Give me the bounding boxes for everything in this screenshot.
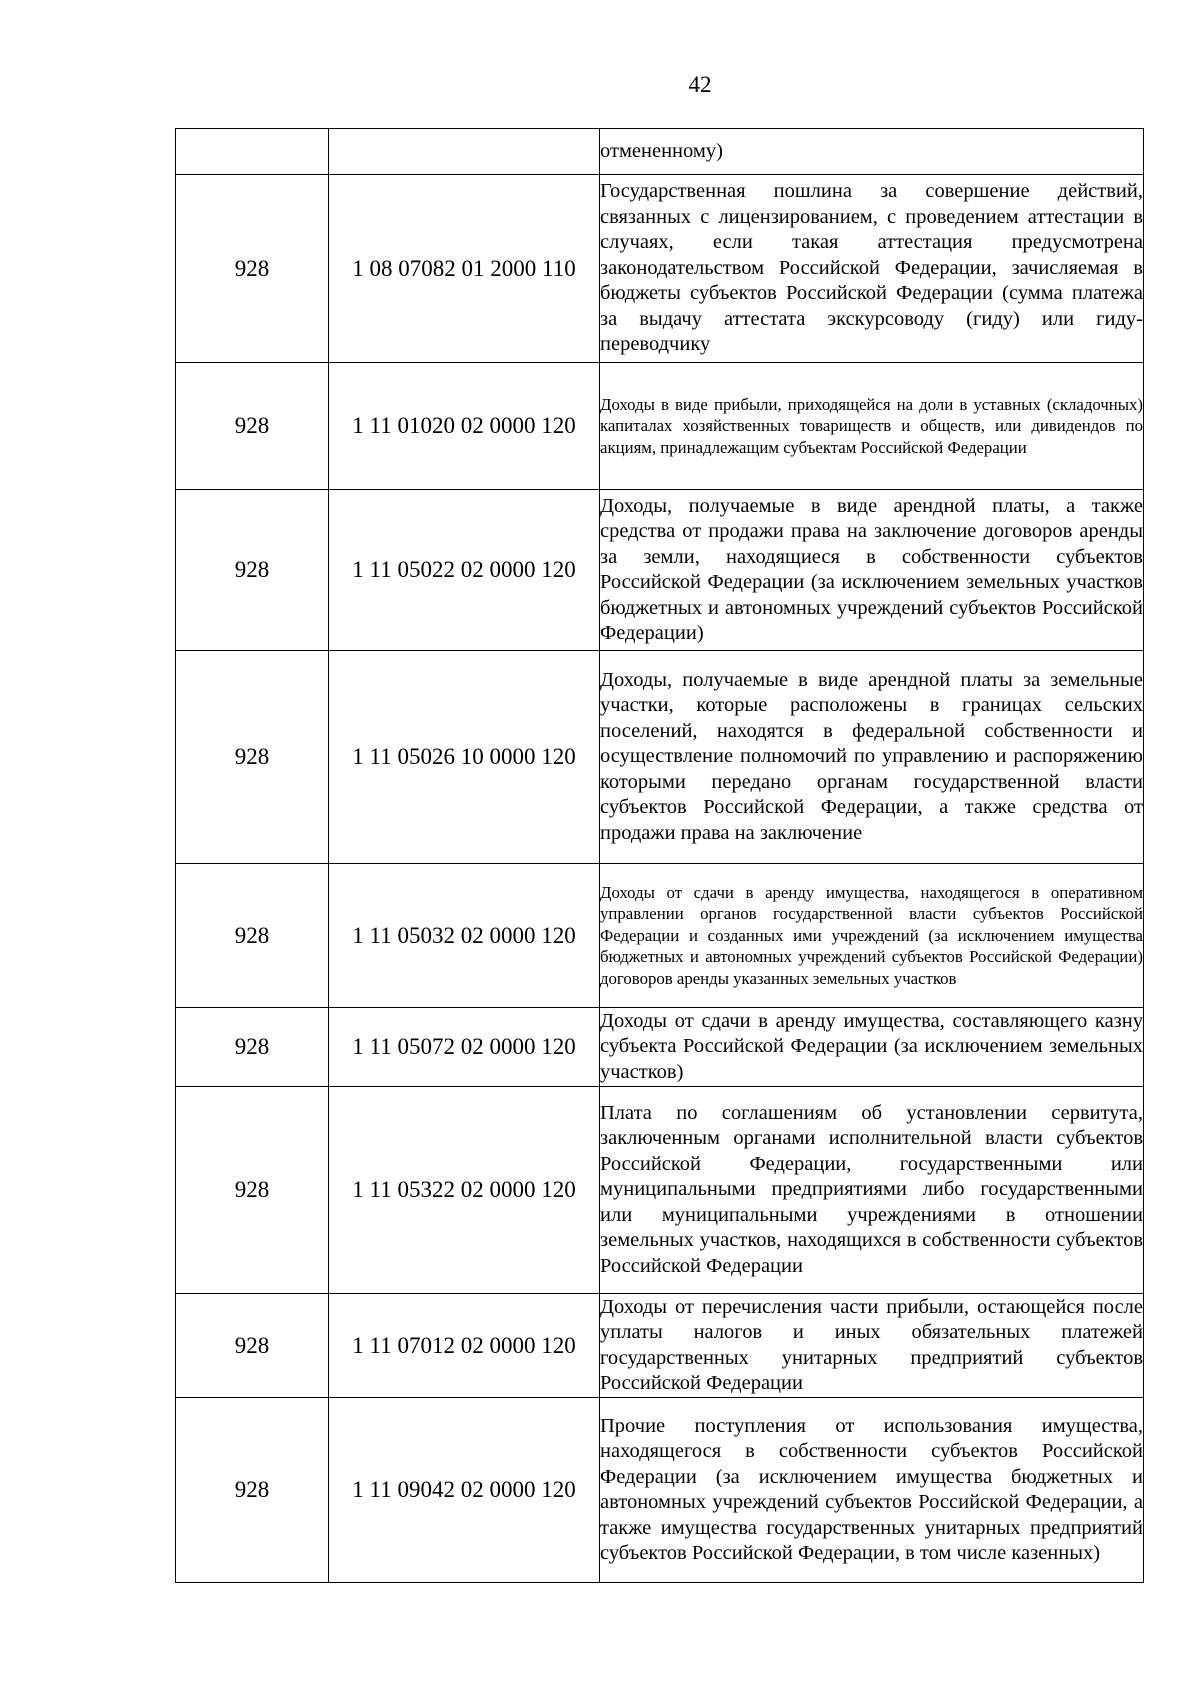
budget-code-cell: 1 11 05322 02 0000 120 [329, 1087, 600, 1294]
table-row [176, 1008, 1144, 1087]
table-row [176, 363, 1144, 490]
budget-code-cell: 1 11 05022 02 0000 120 [329, 490, 600, 651]
table-row [176, 175, 1144, 363]
table-row [176, 1398, 1144, 1583]
budget-code-cell [329, 129, 600, 175]
description-cell: Доходы в виде прибыли, приходящейся на доли в уставных (складочных) капиталах хозяйственных товариществ и обществ, или дивидендов по акциям, принадлежащим субъектам Российской Федерации [600, 363, 1144, 490]
admin-code-cell: 928 [176, 175, 329, 363]
description-cell: Плата по соглашениям об установлении сервитута, заключенным органами исполнительной власти субъектов Российской Федерации, государственными или муниципальными предприятиями либо государственными или муниципальными учреждениями в отношении земельных участков, находящихся в собственности субъектов Российской Федерации [600, 1087, 1144, 1294]
table-row [176, 490, 1144, 651]
admin-code-cell [176, 129, 329, 175]
description-cell: Прочие поступления от использования имущества, находящегося в собственности субъектов Российской Федерации (за исключением имущества бюджетных и автономных учреждений субъектов Российской Федерации, а также имущества государственных унитарных предприятий субъектов Российской Федерации, в том числе казенных) [600, 1398, 1144, 1583]
admin-code-cell: 928 [176, 363, 329, 490]
table-row [176, 129, 1144, 175]
budget-code-cell: 1 11 05072 02 0000 120 [329, 1008, 600, 1087]
description-cell: Доходы от перечисления части прибыли, остающейся после уплаты налогов и иных обязательных платежей государственных унитарных предприятий субъектов Российской Федерации [600, 1294, 1144, 1398]
table-row [176, 1087, 1144, 1294]
admin-code-cell: 928 [176, 1087, 329, 1294]
budget-code-cell: 1 11 01020 02 0000 120 [329, 363, 600, 490]
admin-code-cell: 928 [176, 1398, 329, 1583]
description-cell: Доходы, получаемые в виде арендной платы, а также средства от продажи права на заключение договоров аренды за земли, находящиеся в собственности субъектов Российской Федерации (за исключением земельных участков бюджетных и автономных учреждений субъектов Российской Федерации) [600, 490, 1144, 651]
table-row [176, 864, 1144, 1008]
budget-code-cell: 1 11 09042 02 0000 120 [329, 1398, 600, 1583]
admin-code-cell: 928 [176, 1008, 329, 1087]
revenue-codes-table [175, 128, 1144, 1583]
budget-code-cell: 1 08 07082 01 2000 110 [329, 175, 600, 363]
table-row [176, 1294, 1144, 1398]
page-number: 42 [688, 72, 712, 97]
admin-code-cell: 928 [176, 490, 329, 651]
description-cell: Доходы от сдачи в аренду имущества, находящегося в оперативном управлении органов государственной власти субъектов Российской Федерации и созданных ими учреждений (за исключением имущества бюджетных и автономных учреждений субъектов Российской Федерации) договоров аренды указанных земельных участков [600, 864, 1144, 1008]
admin-code-cell: 928 [176, 864, 329, 1008]
budget-code-cell: 1 11 07012 02 0000 120 [329, 1294, 600, 1398]
admin-code-cell: 928 [176, 1294, 329, 1398]
admin-code-cell: 928 [176, 651, 329, 864]
budget-code-cell: 1 11 05026 10 0000 120 [329, 651, 600, 864]
table-row [176, 651, 1144, 864]
description-cell: отмененному) [600, 129, 1144, 175]
description-cell: Доходы, получаемые в виде арендной платы за земельные участки, которые расположены в границах сельских поселений, находятся в федеральной собственности и осуществление полномочий по управлению и распоряжению которыми передано органам государственной власти субъектов Российской Федерации, а также средства от продажи права на заключение [600, 651, 1144, 864]
description-cell: Доходы от сдачи в аренду имущества, составляющего казну субъекта Российской Федерации (за исключением земельных участков) [600, 1008, 1144, 1087]
budget-code-cell: 1 11 05032 02 0000 120 [329, 864, 600, 1008]
description-cell: Государственная пошлина за совершение действий, связанных с лицензированием, с проведением аттестации в случаях, если такая аттестация предусмотрена законодательством Российской Федерации, зачисляемая в бюджеты субъектов Российской Федерации (сумма платежа за выдачу аттестата экскурсоводу (гиду) или гиду-переводчику [600, 175, 1144, 363]
